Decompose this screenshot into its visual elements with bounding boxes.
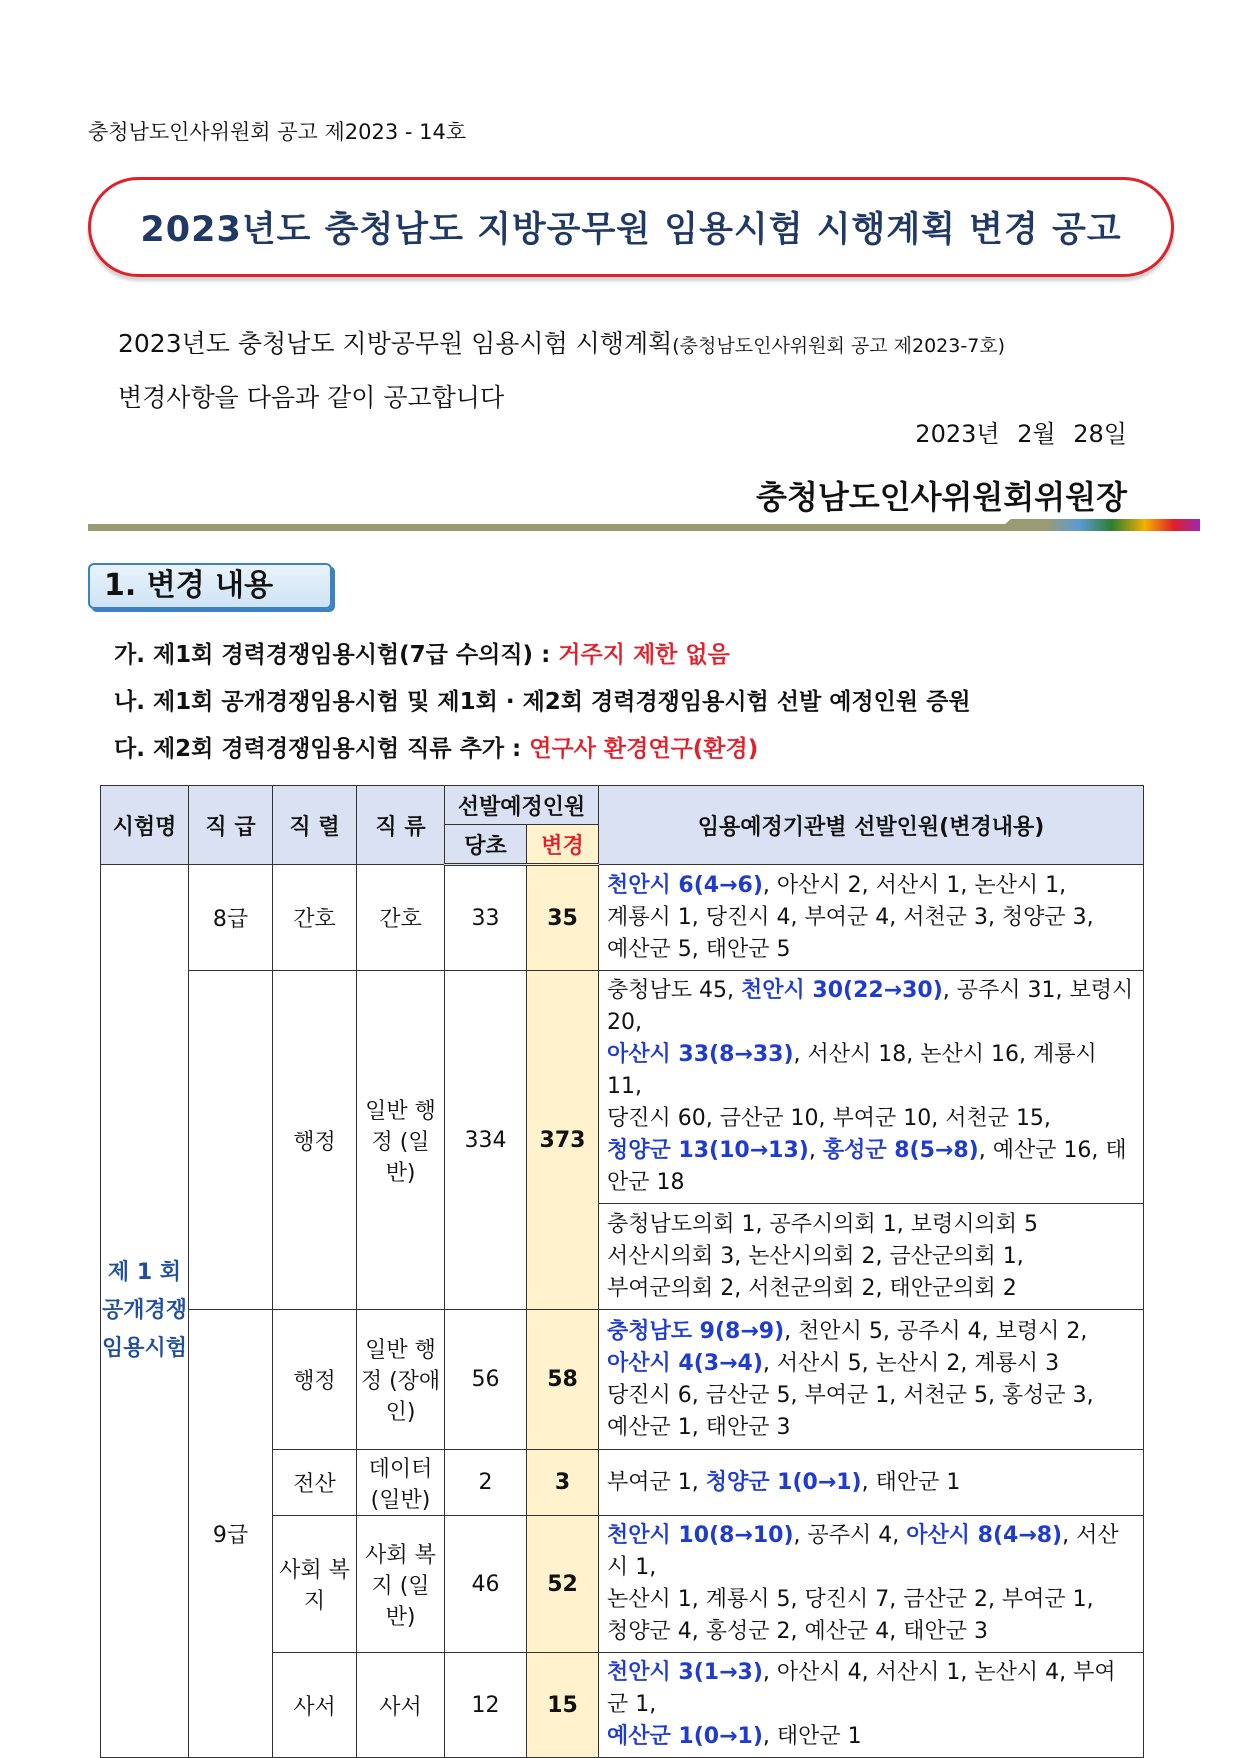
- cell-category: 사서: [357, 1653, 445, 1758]
- changed-agency: 청양군 1(0→1): [705, 1469, 862, 1495]
- divider-accent: [980, 519, 1200, 531]
- cell-series: 사회 복지: [273, 1516, 357, 1653]
- detail-line: [607, 1380, 1135, 1412]
- agency-text: 당진시 6, 금산군 5, 부여군 1, 서천군 5, 홍성군 3,: [607, 1382, 1094, 1408]
- change-item-b: 나. 제1회 공개경쟁임용시험 및 제1회 · 제2회 경력경쟁임용시험 선발 예정인원 증원: [114, 689, 971, 715]
- detail-line: [607, 1135, 1135, 1199]
- cell-series: 행정: [273, 971, 357, 1310]
- detail-line: [607, 870, 1135, 902]
- detail-line: [607, 1412, 1135, 1444]
- agency-text: , 예산군 16, 태안군 18: [607, 1138, 1127, 1195]
- cell-category: 데이터 (일반): [357, 1450, 445, 1516]
- cell-series: 행정: [273, 1310, 357, 1450]
- agency-text: 계룡시 1, 당진시 4, 부여군 4, 서천군 3, 청양군 3,: [607, 904, 1094, 930]
- detail-line: [607, 1103, 1135, 1135]
- cell-changed: 52: [527, 1516, 599, 1653]
- detail-line: [607, 1348, 1135, 1380]
- cell-changed: 35: [527, 865, 599, 971]
- detail-line: [607, 1241, 1135, 1273]
- cell-category: 사회 복지 (일반): [357, 1516, 445, 1653]
- detail-line: [607, 1721, 1135, 1753]
- change-item-a: 가. 제1회 경력경쟁임용시험(7급 수의직) : 거주지 제한 없음: [114, 642, 730, 668]
- detail-line: [607, 902, 1135, 934]
- cell-detail: [599, 1516, 1144, 1653]
- detail-line: [607, 1273, 1135, 1305]
- cell-detail: [599, 1653, 1144, 1758]
- cell-original: 56: [445, 1310, 527, 1450]
- changed-agency: 아산시 4(3→4): [607, 1350, 763, 1376]
- header-detail: 임용예정기관별 선발인원(변경내용): [599, 786, 1144, 865]
- cell-original: 33: [445, 865, 527, 971]
- detail-line: [607, 1616, 1135, 1648]
- agency-text: , 아산시 2, 서산시 1, 논산시 1,: [762, 872, 1067, 898]
- intro-reference: (충청남도인사위원회 공고 제2023-7호): [672, 335, 1006, 357]
- changed-agency: 천안시 30(22→30): [740, 978, 943, 1003]
- cell-grade-9: 9급: [189, 1310, 273, 1758]
- changed-agency: 충청남도 9(8→9): [607, 1318, 785, 1344]
- agency-text: 충청남도의회 1, 공주시의회 1, 보령시의회 5: [607, 1211, 1038, 1237]
- cell-category: 일반 행정 (일반): [357, 971, 445, 1310]
- agency-text: 부여군의회 2, 서천군의회 2, 태안군의회 2: [607, 1275, 1017, 1301]
- changed-agency: 청양군 13(10→13): [607, 1138, 809, 1163]
- title-banner: [88, 177, 1174, 277]
- cell-grade: [189, 971, 273, 1310]
- header-grade: 직 급: [189, 786, 273, 865]
- notice-date: 2023년 2월 28일: [915, 420, 1127, 448]
- cell-detail: [599, 865, 1144, 971]
- agency-text: , 태안군 1: [762, 1724, 862, 1749]
- cell-series: 전산: [273, 1450, 357, 1516]
- cell-original: 46: [445, 1516, 527, 1653]
- intro-line1: 2023년도 충청남도 지방공무원 임용시험 시행계획: [118, 329, 673, 358]
- changed-agency: 홍성군 8(5→8): [822, 1138, 979, 1163]
- cell-changed: 15: [527, 1653, 599, 1758]
- agency-text: , 아산시 4, 서산시 1, 논산시 4, 부여군 1,: [607, 1660, 1116, 1717]
- changed-agency: 천안시 3(1→3): [607, 1660, 763, 1685]
- detail-line: [607, 1584, 1135, 1616]
- cell-original: 12: [445, 1653, 527, 1758]
- detail-line: [607, 1039, 1135, 1103]
- header-series: 직 렬: [273, 786, 357, 865]
- header-original: 당초: [445, 825, 527, 865]
- agency-text: 논산시 1, 계룡시 5, 당진시 7, 금산군 2, 부여군 1,: [607, 1587, 1094, 1612]
- agency-text: , 공주시 4,: [793, 1523, 907, 1548]
- detail-line: [607, 1520, 1135, 1584]
- change-item-c: 다. 제2회 경력경쟁임용시험 직류 추가 : 연구사 환경연구(환경): [114, 736, 759, 762]
- detail-line: [607, 934, 1135, 966]
- changed-agency: 천안시 6(4→6): [607, 872, 763, 898]
- cell-grade: 8급: [189, 865, 273, 971]
- cell-detail-council: [599, 1204, 1144, 1310]
- header-category: 직 류: [357, 786, 445, 865]
- cell-category: 일반 행정 (장애인): [357, 1310, 445, 1450]
- agency-text: 충청남도 45,: [607, 978, 741, 1003]
- header-exam: 시험명: [101, 786, 189, 865]
- cell-series: 간호: [273, 865, 357, 971]
- cell-changed: 58: [527, 1310, 599, 1450]
- cell-series: 사서: [273, 1653, 357, 1758]
- agency-text: 예산군 1, 태안군 3: [607, 1414, 791, 1440]
- signer: 충청남도인사위원회위원장: [756, 478, 1127, 516]
- notice-number: 충청남도인사위원회 공고 제2023 - 14호: [88, 120, 467, 144]
- cell-detail: [599, 1310, 1144, 1450]
- cell-original: 334: [445, 971, 527, 1310]
- agency-text: , 천안시 5, 공주시 4, 보령시 2,: [784, 1318, 1088, 1344]
- changed-agency: 아산시 8(4→8): [906, 1523, 1063, 1548]
- agency-text: , 태안군 1: [861, 1469, 961, 1495]
- detail-line: [607, 1316, 1135, 1348]
- agency-text: 부여군 1,: [607, 1469, 706, 1495]
- agency-text: , 공주시 31, 보령시 20,: [607, 978, 1134, 1035]
- cell-detail: [599, 1450, 1144, 1516]
- agency-text: , 서산시 18, 논산시 16, 계룡시 11,: [607, 1042, 1097, 1099]
- cell-changed: 3: [527, 1450, 599, 1516]
- change-items: [114, 632, 971, 773]
- cell-original: 2: [445, 1450, 527, 1516]
- changed-agency: 예산군 1(0→1): [607, 1724, 763, 1749]
- agency-text: , 서산시 5, 논산시 2, 계룡시 3: [762, 1350, 1060, 1376]
- agency-text: , 서산시 1,: [607, 1523, 1119, 1580]
- header-quota: 선발예정인원: [445, 786, 599, 825]
- intro-line2: 변경사항을 다음과 같이 공고합니다: [118, 383, 505, 412]
- cell-category: 간호: [357, 865, 445, 971]
- agency-text: ,: [808, 1138, 823, 1163]
- detail-line: [607, 975, 1135, 1039]
- changed-agency: 천안시 10(8→10): [607, 1523, 794, 1548]
- section-heading: 1. 변경 내용: [88, 563, 332, 609]
- agency-text: 당진시 60, 금산군 10, 부여군 10, 서천군 15,: [607, 1106, 1051, 1131]
- header-changed: 변경: [527, 825, 599, 865]
- cell-changed: 373: [527, 971, 599, 1310]
- agency-text: 서산시의회 3, 논산시의회 2, 금산군의회 1,: [607, 1243, 1024, 1269]
- agency-text: 청양군 4, 홍성군 2, 예산군 4, 태안군 3: [607, 1619, 988, 1644]
- agency-text: 예산군 5, 태안군 5: [607, 936, 791, 962]
- detail-line: [607, 1657, 1135, 1721]
- intro-paragraph: [118, 318, 1178, 424]
- changed-agency: 아산시 33(8→33): [607, 1042, 794, 1067]
- exam-name: 제 1 회 공개경쟁 임용시험: [101, 865, 189, 1758]
- cell-detail: [599, 971, 1144, 1204]
- detail-line: [607, 1209, 1135, 1241]
- quota-table: [100, 785, 1144, 1758]
- detail-line: [607, 1467, 1135, 1499]
- page-title: 2023년도 충청남도 지방공무원 임용시험 시행계획 변경 공고: [140, 210, 1122, 250]
